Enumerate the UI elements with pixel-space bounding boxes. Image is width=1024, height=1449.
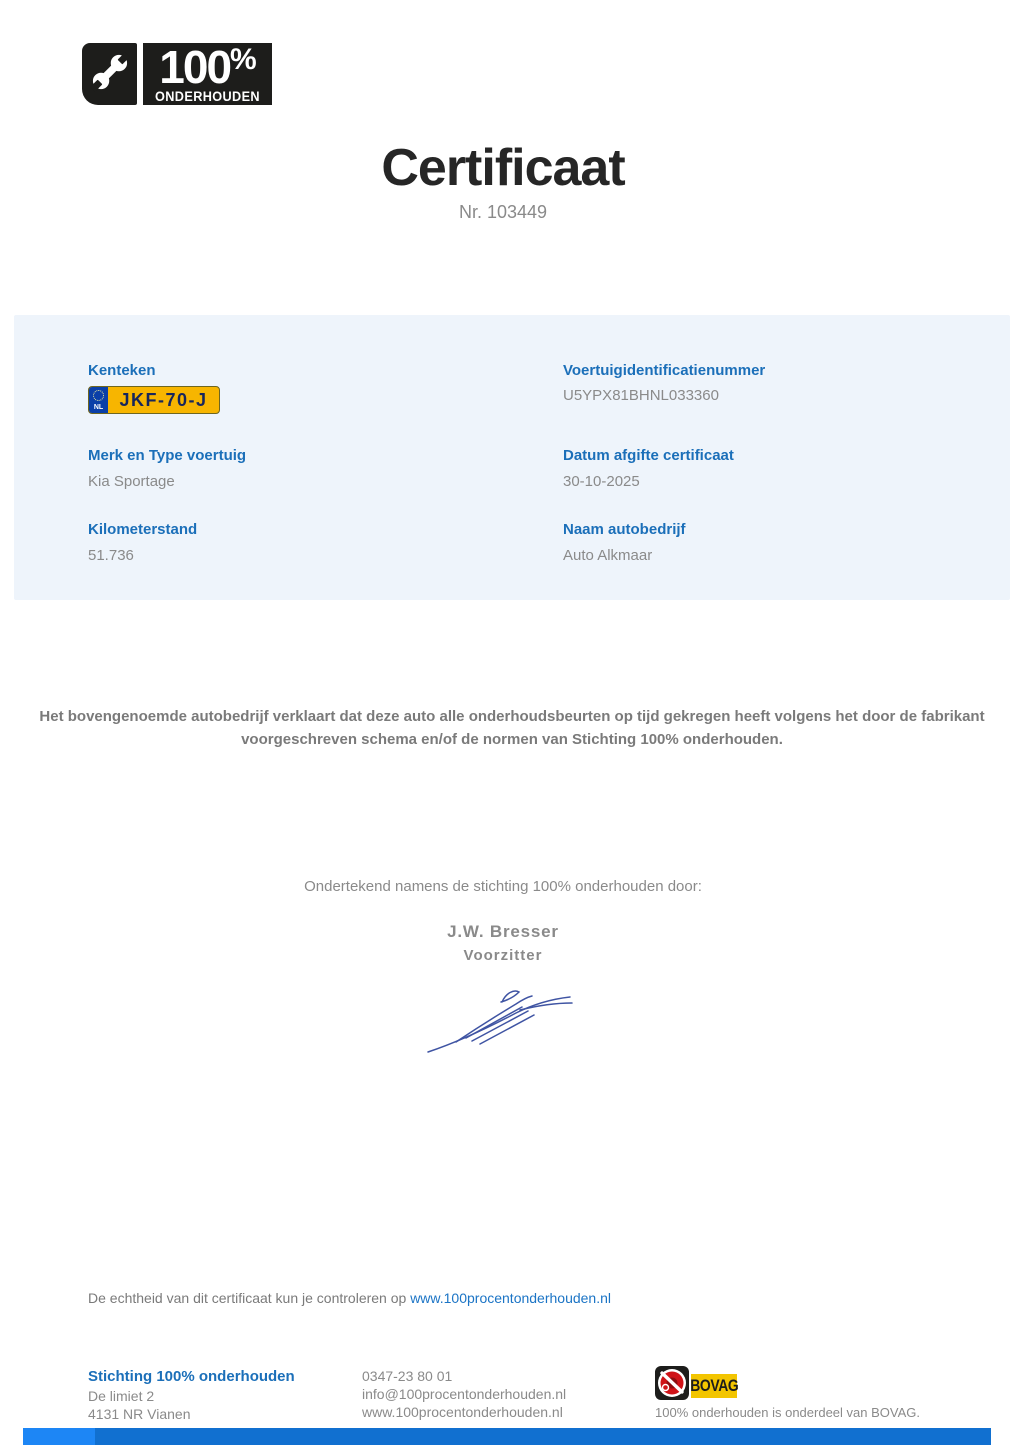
datum-afgifte-label: Datum afgifte certificaat bbox=[563, 447, 734, 464]
bovag-caption: 100% onderhouden is onderdeel van BOVAG. bbox=[655, 1405, 920, 1420]
merk-type-value: Kia Sportage bbox=[88, 473, 175, 490]
verification-link[interactable]: www.100procentonderhouden.nl bbox=[410, 1290, 611, 1306]
merk-type-label: Merk en Type voertuig bbox=[88, 447, 247, 464]
license-plate-eu-strip bbox=[89, 387, 108, 413]
footer-address-line2: 4131 NR Vianen bbox=[88, 1406, 191, 1422]
eu-stars-icon bbox=[93, 390, 104, 401]
vin-value: U5YPX81BHNL033360 bbox=[563, 387, 719, 404]
plate-country-code: NL bbox=[93, 404, 104, 411]
autobedrijf-label: Naam autobedrijf bbox=[563, 521, 686, 538]
signing-intro: Ondertekend namens de stichting 100% onderhouden door: bbox=[304, 878, 702, 895]
footer-address-line1: De limiet 2 bbox=[88, 1388, 155, 1404]
footer-org-name: Stichting 100% onderhouden bbox=[88, 1368, 295, 1385]
logo-number: 100 bbox=[159, 43, 231, 93]
page-title: Certificaat bbox=[381, 139, 625, 197]
bovag-logo bbox=[655, 1366, 737, 1405]
bottom-accent-bar-light-segment bbox=[23, 1428, 95, 1445]
logo-text-block bbox=[143, 43, 272, 105]
logo-icon-block bbox=[82, 43, 137, 105]
wrench-icon bbox=[87, 49, 133, 100]
datum-afgifte-value: 30-10-2025 bbox=[563, 473, 640, 490]
kilometerstand-value: 51.736 bbox=[88, 547, 134, 564]
verification-line bbox=[88, 1290, 611, 1306]
footer-email: info@100procentonderhouden.nl bbox=[362, 1386, 567, 1402]
bovag-wheel-icon bbox=[655, 1366, 689, 1405]
logo-brand-text: ONDERHOUDEN bbox=[155, 89, 260, 104]
plate-registration: JKF-70-J bbox=[119, 389, 208, 410]
kenteken-label: Kenteken bbox=[88, 362, 156, 379]
signer-role: Voorzitter bbox=[463, 947, 543, 964]
kilometerstand-label: Kilometerstand bbox=[88, 521, 198, 538]
bovag-wordmark-box bbox=[691, 1374, 737, 1398]
verification-text: De echtheid van dit certificaat kun je controleren op bbox=[88, 1290, 411, 1306]
logo-percent-sign: % bbox=[230, 43, 256, 76]
bottom-accent-bar bbox=[23, 1428, 991, 1445]
footer-phone: 0347-23 80 01 bbox=[362, 1368, 453, 1384]
autobedrijf-value: Auto Alkmaar bbox=[563, 547, 653, 564]
vehicle-info-panel bbox=[14, 315, 1010, 600]
license-plate bbox=[88, 386, 220, 414]
signature-image bbox=[422, 978, 582, 1063]
declaration-statement: Het bovengenoemde autobedrijf verklaart dat deze auto alle onderhoudsbeurten op tijd gekregen heeft volgens het door de fabrikant voorgeschreven schema en/of de normen van Stichting 100% onderhouden. bbox=[39, 708, 985, 749]
bovag-wordmark: BOVAG bbox=[689, 1375, 739, 1395]
brand-logo bbox=[82, 43, 272, 105]
vin-label: Voertuigidentificatienummer bbox=[563, 362, 766, 379]
footer-website: www.100procentonderhouden.nl bbox=[362, 1404, 563, 1420]
certificate-number: Nr. 103449 bbox=[458, 202, 548, 222]
signer-name: J.W. Bresser bbox=[447, 922, 559, 941]
